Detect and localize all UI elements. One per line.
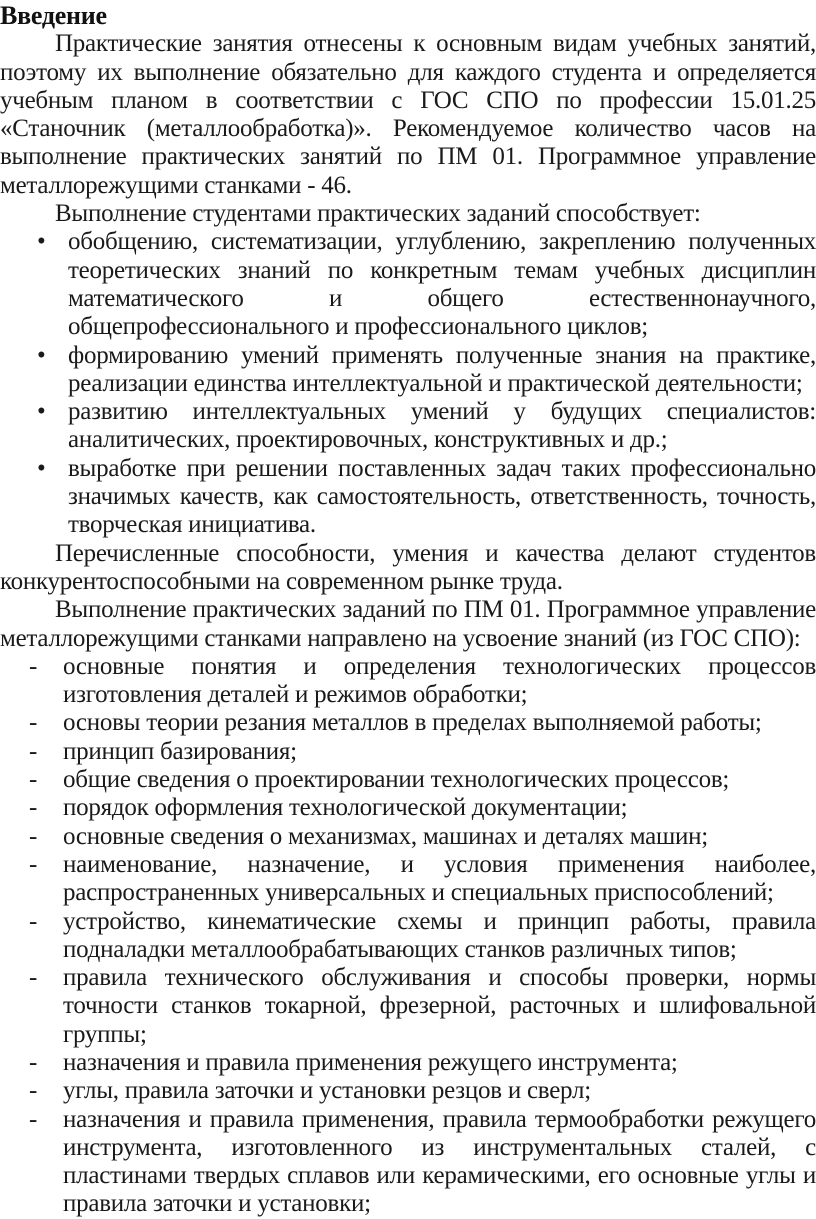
text-line: пластинами твердых сплавов или керамическими, его основные углы и	[63, 1162, 816, 1190]
dash-list-item	[0, 1049, 816, 1077]
dash-marker-icon: -	[29, 850, 38, 878]
dash-marker-icon: -	[29, 652, 38, 680]
text-line: основы теории резания металлов в пределах выполняемой работы;	[63, 709, 762, 737]
text-line: поэтому их выполнение обязательно для каждого студента и определяется	[0, 58, 816, 86]
bullet-marker-icon: •	[37, 341, 46, 369]
text-line: формированию умений применять полученные знания на практике,	[68, 341, 816, 369]
dash-list-item	[0, 738, 816, 766]
dash-marker-icon: -	[29, 964, 38, 992]
text-line: точности станков токарной, фрезерной, расточных и шлифовальной	[63, 992, 816, 1020]
text-line: правила заточки и установки;	[63, 1190, 371, 1218]
text-line: развитию интеллектуальных умений у будущих специалистов:	[68, 398, 816, 426]
dash-list-item	[0, 823, 816, 851]
dash-marker-icon: -	[29, 737, 38, 765]
text-line: металлорежущими станками направлено на усвоение знаний (из ГОС СПО):	[0, 624, 801, 652]
text-line: обобщению, систематизации, углублению, закреплению полученных	[68, 228, 816, 256]
text-line: реализации единства интеллектуальной и практической деятельности;	[68, 369, 803, 397]
text-line: общие сведения о проектировании технологических процессов;	[63, 766, 730, 794]
text-line: наименование, назначение, и условия применения наиболее,	[63, 850, 816, 878]
text-line: подналадки металлообрабатывающих станков различных типов;	[63, 935, 737, 963]
dash-marker-icon: -	[29, 794, 38, 822]
dash-marker-icon: -	[29, 766, 38, 794]
dash-list-item	[0, 1077, 816, 1105]
text-line: Практические занятия отнесены к основным видам учебных занятий,	[55, 30, 816, 58]
page-title: Введение	[0, 1, 107, 30]
dash-marker-icon: -	[29, 822, 38, 850]
text-line: теоретических знаний по конкретным темам учебных дисциплин	[68, 256, 816, 284]
text-line: назначения и правила применения режущего инструмента;	[63, 1048, 678, 1076]
dash-list-item	[0, 653, 816, 710]
text-line: выработке при решении поставленных задач таких профессионально	[68, 454, 816, 482]
bullet-marker-icon: •	[37, 454, 46, 482]
dash-marker-icon: -	[29, 1048, 38, 1076]
dash-list-item	[0, 1106, 816, 1219]
text-line: Выполнение практических заданий по ПМ 01. Программное управление	[55, 596, 816, 624]
text-line: порядок оформления технологической документации;	[63, 794, 628, 822]
text-line: принцип базирования;	[63, 737, 297, 765]
text-line: выполнение практических занятий по ПМ 01. Программное управление	[0, 143, 816, 171]
bullet-list-item	[0, 342, 816, 399]
text-line: творческая инициатива.	[68, 511, 316, 539]
paragraph	[0, 200, 816, 228]
dash-marker-icon: -	[29, 709, 38, 737]
paragraph	[0, 540, 816, 597]
text-line: Выполнение студентами практических заданий способствует:	[55, 200, 701, 228]
dash-list-item	[0, 851, 816, 908]
dash-list-item	[0, 908, 816, 965]
text-line: значимых качеств, как самостоятельность, ответственность, точность,	[68, 483, 816, 511]
text-line: общепрофессионального и профессионального циклов;	[68, 313, 648, 341]
paragraph	[0, 596, 816, 653]
text-line: основные понятия и определения технологических процессов	[63, 652, 816, 680]
text-line: «Станочник (металлообработка)». Рекомендуемое количество часов на	[0, 115, 816, 143]
text-line: устройство, кинематические схемы и принцип работы, правила	[63, 907, 816, 935]
text-line: группы;	[63, 1020, 147, 1048]
text-line: металлорежущими станками - 46.	[0, 171, 352, 199]
text-line: назначения и правила применения, правила термообработки режущего	[63, 1105, 816, 1133]
document-body	[0, 30, 816, 1218]
dash-list-item	[0, 794, 816, 822]
dash-marker-icon: -	[29, 1105, 38, 1133]
dash-list-item	[0, 709, 816, 737]
dash-marker-icon: -	[29, 1077, 38, 1105]
text-line: учебным планом в соответствии с ГОС СПО по профессии 15.01.25	[0, 86, 816, 114]
bullet-marker-icon: •	[37, 228, 46, 256]
text-line: аналитических, проектировочных, конструктивных и др.;	[68, 426, 668, 454]
bullet-marker-icon: •	[37, 398, 46, 426]
text-line: распространенных универсальных и специальных приспособлений;	[63, 879, 774, 907]
dash-list-item	[0, 766, 816, 794]
text-line: изготовления деталей и режимов обработки;	[63, 681, 528, 709]
text-line: углы, правила заточки и установки резцов и сверл;	[63, 1077, 591, 1105]
text-line: основные сведения о механизмах, машинах и деталях машин;	[63, 822, 708, 850]
text-line: правила технического обслуживания и способы проверки, нормы	[63, 964, 816, 992]
text-line: инструмента, изготовленного из инструментальных сталей, с	[63, 1133, 816, 1161]
text-line: Перечисленные способности, умения и качества делают студентов	[55, 539, 816, 567]
dash-list-item	[0, 964, 816, 1049]
paragraph	[0, 30, 816, 200]
dash-marker-icon: -	[29, 907, 38, 935]
bullet-list-item	[0, 455, 816, 540]
bullet-list-item	[0, 228, 816, 341]
text-line: конкурентоспособными на современном рынке труда.	[0, 567, 563, 595]
text-line: математического и общего естественнонаучного,	[68, 284, 816, 312]
bullet-list-item	[0, 398, 816, 455]
